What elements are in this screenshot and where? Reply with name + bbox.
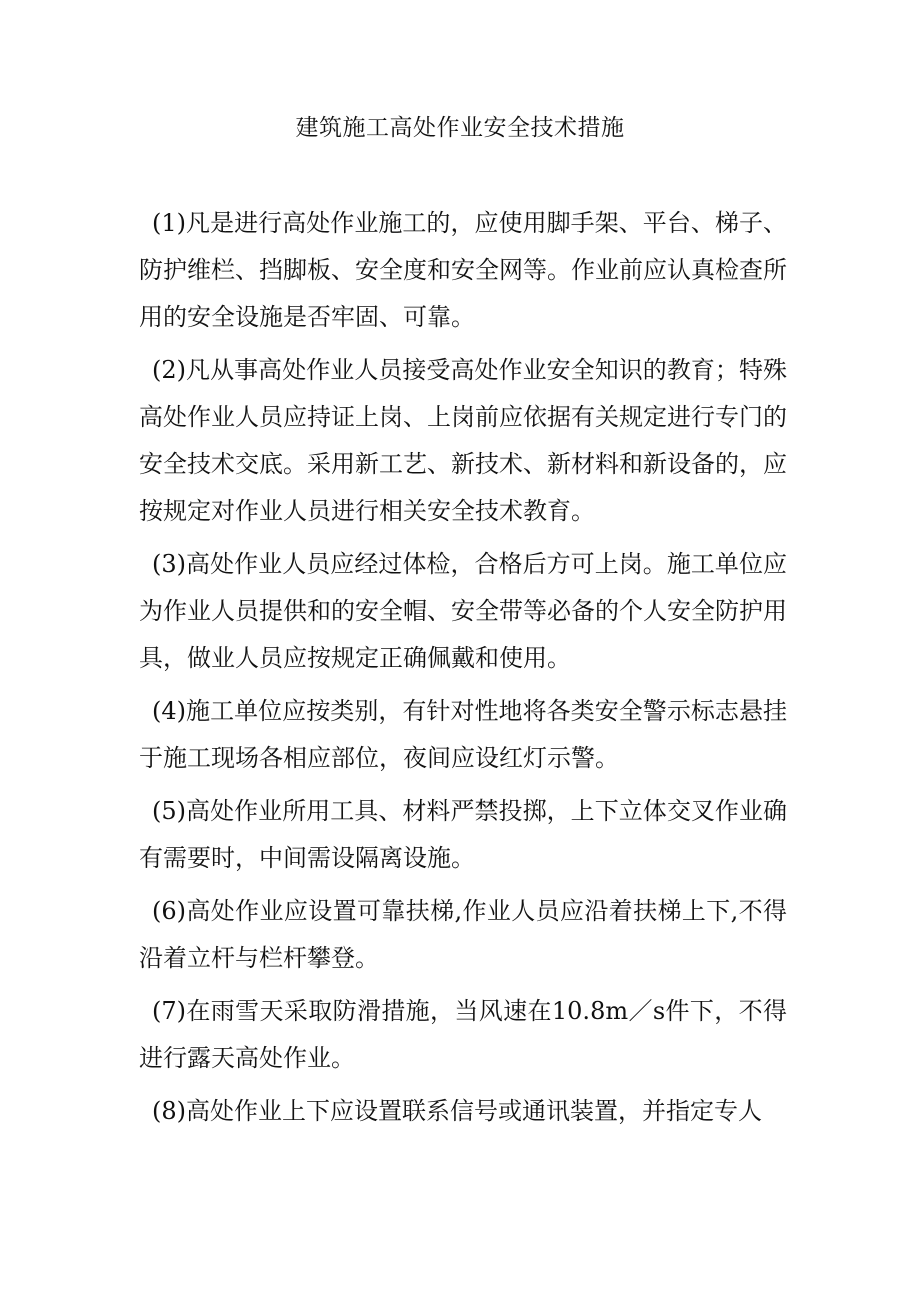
paragraph-6: (6)高处作业应设置可靠扶梯,作业人员应沿着扶梯上下,不得沿着立杆与栏杆攀登。 xyxy=(139,897,787,972)
paragraph-1: (1)凡是进行高处作业施工的，应使用脚手架、平台、梯子、防护维栏、挡脚板、安全度和安全网等。作业前应认真检查所用的安全设施是否牢固、可靠。 xyxy=(139,209,787,331)
paragraph-3: (3)高处作业人员应经过体检，合格后方可上岗。施工单位应为作业人员提供和的安全帽、安全带等必备的个人安全防护用具，做业人员应按规定正确佩戴和使用。 xyxy=(139,550,787,672)
paragraph-8: (8)高处作业上下应设置联系信号或通讯装置，并指定专人 xyxy=(152,1097,762,1125)
paragraph-2: (2)凡从事高处作业人员接受高处作业安全知识的教育；特殊高处作业人员应持证上岗、上岗前应依据有关规定进行专门的安全技术交底。采用新工艺、新技术、新材料和新设备的，应按规定对作业人员进行相关安全技术教育。 xyxy=(139,356,787,525)
paragraph-7: (7)在雨雪天采取防滑措施，当风速在10.8m／s件下，不得进行露天高处作业。 xyxy=(139,997,787,1072)
document-title: 建筑施工高处作业安全技术措施 xyxy=(295,115,625,141)
document-body xyxy=(139,200,787,1141)
paragraph-5: (5)高处作业所用工具、材料严禁投掷，上下立体交叉作业确有需要时，中间需设隔离设施。 xyxy=(139,797,787,872)
paragraph-4: (4)施工单位应按类别，有针对性地将各类安全警示标志悬挂于施工现场各相应部位，夜间应设红灯示警。 xyxy=(139,697,787,772)
